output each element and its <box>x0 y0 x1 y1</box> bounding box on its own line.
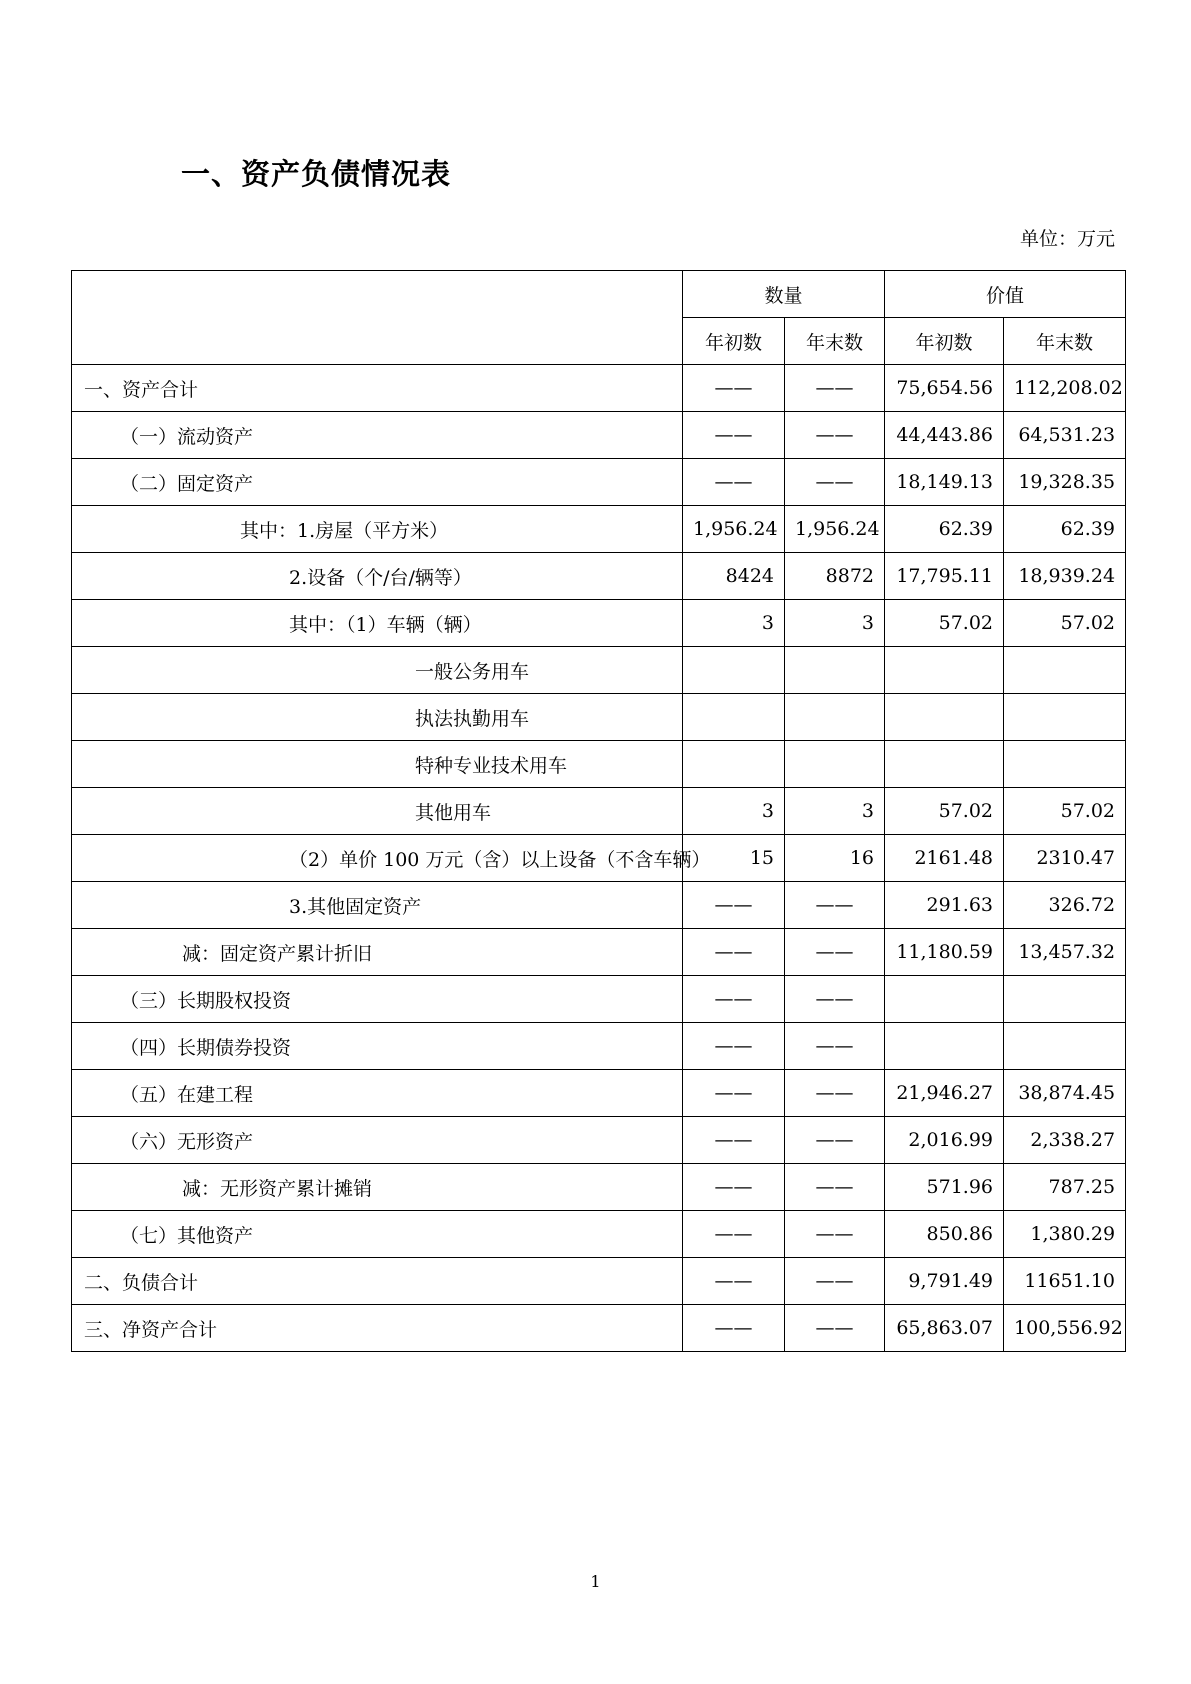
quantity-start-cell <box>683 647 785 694</box>
header-value-end: 年末数 <box>1004 318 1126 365</box>
page-number: 1 <box>590 1572 601 1591</box>
value-end-cell: 2310.47 <box>1004 835 1126 882</box>
quantity-start-cell: —— <box>683 1117 785 1164</box>
value-end-cell: 18,939.24 <box>1004 553 1126 600</box>
table-row <box>72 1023 1126 1070</box>
row-label: 减：无形资产累计摊销 <box>72 1164 683 1211</box>
row-label: （六）无形资产 <box>72 1117 683 1164</box>
value-start-cell: 17,795.11 <box>885 553 1004 600</box>
value-start-cell: 18,149.13 <box>885 459 1004 506</box>
value-start-cell: 75,654.56 <box>885 365 1004 412</box>
value-start-cell <box>885 1023 1004 1070</box>
value-end-cell <box>1004 647 1126 694</box>
quantity-end-cell <box>785 647 885 694</box>
row-label: 减：固定资产累计折旧 <box>72 929 683 976</box>
quantity-start-cell <box>683 741 785 788</box>
page-title: 一、资产负债情况表 <box>181 157 452 191</box>
row-label: （二）固定资产 <box>72 459 683 506</box>
value-end-cell <box>1004 694 1126 741</box>
quantity-start-cell: —— <box>683 976 785 1023</box>
table-row <box>72 647 1126 694</box>
quantity-end-cell: —— <box>785 929 885 976</box>
value-start-cell: 62.39 <box>885 506 1004 553</box>
quantity-start-cell: —— <box>683 365 785 412</box>
value-end-cell: 11651.10 <box>1004 1258 1126 1305</box>
table-row <box>72 1258 1126 1305</box>
quantity-end-cell: —— <box>785 976 885 1023</box>
table-row <box>72 1164 1126 1211</box>
quantity-start-cell: —— <box>683 459 785 506</box>
unit-label: 单位：万元 <box>1019 228 1115 250</box>
table-row <box>72 1305 1126 1352</box>
row-label: 其中：1.房屋（平方米） <box>72 506 683 553</box>
table-row <box>72 976 1126 1023</box>
row-label: 3.其他固定资产 <box>72 882 683 929</box>
value-start-cell: 11,180.59 <box>885 929 1004 976</box>
header-blank-cell <box>72 271 683 365</box>
value-end-cell: 13,457.32 <box>1004 929 1126 976</box>
quantity-end-cell: 3 <box>785 600 885 647</box>
table-row <box>72 788 1126 835</box>
quantity-start-cell: —— <box>683 929 785 976</box>
value-end-cell <box>1004 1023 1126 1070</box>
value-end-cell: 1,380.29 <box>1004 1211 1126 1258</box>
quantity-start-cell: 3 <box>683 788 785 835</box>
quantity-end-cell: —— <box>785 882 885 929</box>
quantity-start-cell: —— <box>683 1258 785 1305</box>
row-label: 一般公务用车 <box>72 647 683 694</box>
quantity-start-cell: —— <box>683 1023 785 1070</box>
value-end-cell: 2,338.27 <box>1004 1117 1126 1164</box>
table-row <box>72 1070 1126 1117</box>
balance-sheet-table <box>71 270 1126 1352</box>
quantity-start-cell: —— <box>683 1070 785 1117</box>
table-row <box>72 929 1126 976</box>
value-start-cell: 21,946.27 <box>885 1070 1004 1117</box>
row-label: （五）在建工程 <box>72 1070 683 1117</box>
quantity-end-cell: —— <box>785 1117 885 1164</box>
quantity-end-cell: 16 <box>785 835 885 882</box>
quantity-start-cell <box>683 694 785 741</box>
row-label: （一）流动资产 <box>72 412 683 459</box>
table-row <box>72 459 1126 506</box>
row-label: （三）长期股权投资 <box>72 976 683 1023</box>
row-label: 执法执勤用车 <box>72 694 683 741</box>
quantity-start-cell: 3 <box>683 600 785 647</box>
quantity-start-cell: —— <box>683 412 785 459</box>
quantity-start-cell: 15 <box>683 835 785 882</box>
table-row <box>72 412 1126 459</box>
value-end-cell: 57.02 <box>1004 788 1126 835</box>
quantity-end-cell: —— <box>785 1305 885 1352</box>
row-label: 特种专业技术用车 <box>72 741 683 788</box>
row-label: 三、净资产合计 <box>72 1305 683 1352</box>
quantity-start-cell: 1,956.24 <box>683 506 785 553</box>
table-row <box>72 835 1126 882</box>
value-end-cell: 62.39 <box>1004 506 1126 553</box>
value-end-cell <box>1004 976 1126 1023</box>
value-start-cell: 57.02 <box>885 600 1004 647</box>
value-end-cell: 100,556.92 <box>1004 1305 1126 1352</box>
header-value-start: 年初数 <box>885 318 1004 365</box>
value-start-cell <box>885 647 1004 694</box>
quantity-end-cell: —— <box>785 1164 885 1211</box>
quantity-end-cell: 3 <box>785 788 885 835</box>
header-quantity-end: 年末数 <box>785 318 885 365</box>
header-value: 价值 <box>885 271 1126 318</box>
quantity-end-cell: —— <box>785 1023 885 1070</box>
value-start-cell: 571.96 <box>885 1164 1004 1211</box>
row-label: 其中：（1）车辆（辆） <box>72 600 683 647</box>
header-row-top <box>72 271 1126 318</box>
value-start-cell: 9,791.49 <box>885 1258 1004 1305</box>
value-start-cell <box>885 976 1004 1023</box>
quantity-start-cell: —— <box>683 1305 785 1352</box>
value-start-cell: 850.86 <box>885 1211 1004 1258</box>
quantity-end-cell: 1,956.24 <box>785 506 885 553</box>
quantity-end-cell: —— <box>785 1070 885 1117</box>
header-quantity: 数量 <box>683 271 885 318</box>
quantity-end-cell: —— <box>785 365 885 412</box>
value-end-cell: 326.72 <box>1004 882 1126 929</box>
table-row <box>72 506 1126 553</box>
value-end-cell: 64,531.23 <box>1004 412 1126 459</box>
quantity-end-cell: —— <box>785 459 885 506</box>
quantity-end-cell <box>785 694 885 741</box>
value-start-cell <box>885 741 1004 788</box>
row-label: 二、负债合计 <box>72 1258 683 1305</box>
quantity-end-cell: —— <box>785 1211 885 1258</box>
row-label: （2）单价 100 万元（含）以上设备（不含车辆） <box>72 835 683 882</box>
quantity-start-cell: 8424 <box>683 553 785 600</box>
table-row <box>72 882 1126 929</box>
table-row <box>72 741 1126 788</box>
quantity-start-cell: —— <box>683 1164 785 1211</box>
table-row <box>72 365 1126 412</box>
value-start-cell: 65,863.07 <box>885 1305 1004 1352</box>
quantity-end-cell: —— <box>785 412 885 459</box>
value-end-cell: 112,208.02 <box>1004 365 1126 412</box>
value-start-cell: 44,443.86 <box>885 412 1004 459</box>
table-row <box>72 1117 1126 1164</box>
header-quantity-start: 年初数 <box>683 318 785 365</box>
value-start-cell <box>885 694 1004 741</box>
value-end-cell: 787.25 <box>1004 1164 1126 1211</box>
value-start-cell: 57.02 <box>885 788 1004 835</box>
row-label: 其他用车 <box>72 788 683 835</box>
table-row <box>72 694 1126 741</box>
value-end-cell: 19,328.35 <box>1004 459 1126 506</box>
value-end-cell: 38,874.45 <box>1004 1070 1126 1117</box>
row-label: （四）长期债券投资 <box>72 1023 683 1070</box>
value-start-cell: 2,016.99 <box>885 1117 1004 1164</box>
table-body <box>72 365 1126 1352</box>
table-row <box>72 1211 1126 1258</box>
quantity-end-cell <box>785 741 885 788</box>
quantity-end-cell: —— <box>785 1258 885 1305</box>
value-start-cell: 291.63 <box>885 882 1004 929</box>
quantity-end-cell: 8872 <box>785 553 885 600</box>
value-end-cell <box>1004 741 1126 788</box>
table-row <box>72 600 1126 647</box>
row-label: （七）其他资产 <box>72 1211 683 1258</box>
quantity-start-cell: —— <box>683 882 785 929</box>
row-label: 一、资产合计 <box>72 365 683 412</box>
value-start-cell: 2161.48 <box>885 835 1004 882</box>
value-end-cell: 57.02 <box>1004 600 1126 647</box>
quantity-start-cell: —— <box>683 1211 785 1258</box>
row-label: 2.设备（个/台/辆等） <box>72 553 683 600</box>
table-row <box>72 553 1126 600</box>
